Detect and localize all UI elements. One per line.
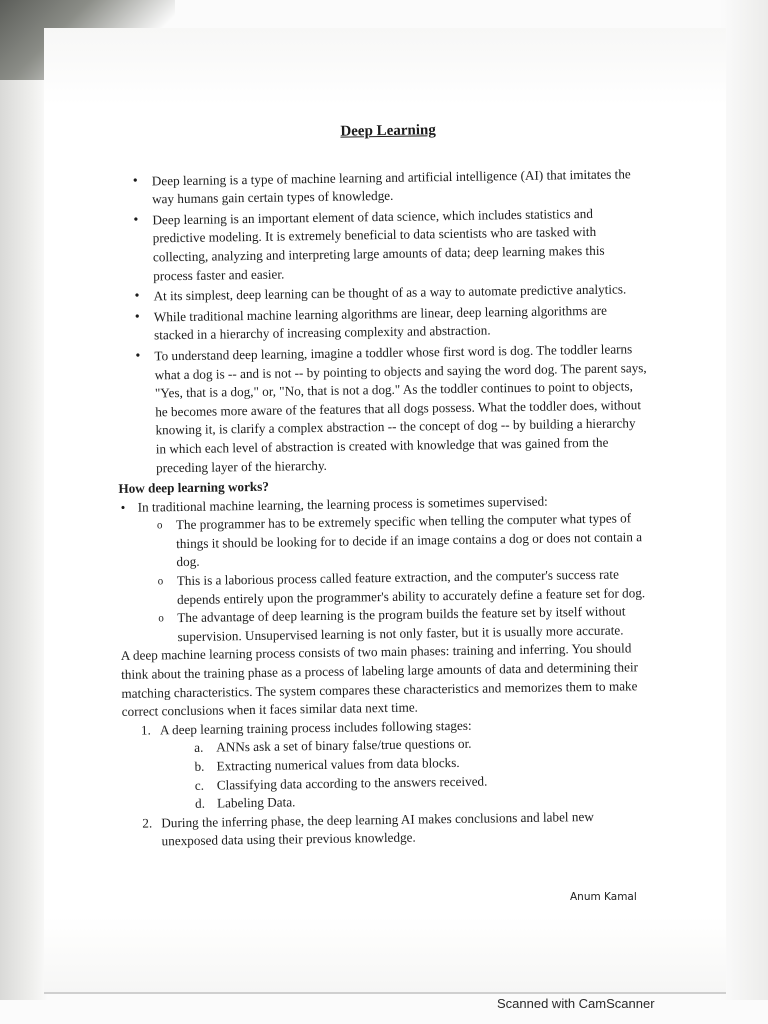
numbered-list xyxy=(122,714,654,852)
page-bottom-edge xyxy=(44,992,726,994)
item-letter: a. xyxy=(194,740,204,756)
bullet-item: • Deep learning is an important element of data science, which includes statistics and predictive modeling. It is extremely beneficial to data scientists who are tasked with collecting, analyzing and interpreting large amounts of data; deep learning makes this process faster and easier. xyxy=(114,204,645,286)
item-text: Classifying data according to the answers received. xyxy=(216,773,488,793)
item-letter: b. xyxy=(194,758,205,774)
item-text: Labeling Data. xyxy=(216,794,296,811)
section-heading: How deep learning works? xyxy=(118,478,270,497)
author-name: Anum Kamal xyxy=(570,891,637,903)
bullet-item: • At its simplest, deep learning can be thought of as a way to automate predictive analytics. xyxy=(115,280,645,306)
sub-bullet-item: o The programmer has to be extremely specific when telling the computer what types of things it should be looking for to decide if an image contains a dog or does not contain a dog. xyxy=(138,509,650,572)
sub-bullet-item: o This is a laborious process called feature extraction, and the computer's success rate depends entirely upon the programmer's ability to accurately define a feature set for dog. xyxy=(139,565,650,610)
intro-bullet-list xyxy=(114,165,648,478)
item-letter: d. xyxy=(194,795,206,812)
camscanner-watermark: Scanned with CamScanner xyxy=(497,996,655,1011)
numbered-item xyxy=(122,714,653,815)
phases-paragraph: A deep machine learning process consists of two main phases: training and inferring. You should think about the training phase as a process of labeling large amounts of data and determining their matching characteristics. The system compares these characteristics and memorizes them to make correct conclusions when it faces similar data next time. xyxy=(120,640,639,720)
sub-bullet-list xyxy=(138,509,651,647)
section-bullet-list xyxy=(119,491,651,648)
item-text: A deep learning training process includes following stages: xyxy=(159,717,472,738)
item-letter: c. xyxy=(194,777,205,793)
bullet-item: • Deep learning is a type of machine learning and artificial intelligence (AI) that imitates the way humans gain certain types of knowledge. xyxy=(114,165,644,210)
document-title: Deep Learning xyxy=(340,122,436,140)
item-text: During the inferring phase, the deep learning AI makes conclusions and label new unexposed data using their previous knowledge. xyxy=(161,808,594,849)
document-body xyxy=(113,118,654,852)
bullet-item xyxy=(119,491,651,648)
bullet-text: In traditional machine learning, the learning process is sometimes supervised: xyxy=(137,493,548,515)
scan-left-edge-shadow xyxy=(0,0,48,1000)
lettered-list xyxy=(160,732,653,814)
scan-right-edge-shadow xyxy=(720,0,768,1000)
item-number: 1. xyxy=(140,722,151,738)
sub-bullet-item: o The advantage of deep learning is the program builds the feature set by itself without supervision. Unsupervised learning is not only faster, but it is usually more accurate. xyxy=(139,602,650,647)
item-text: ANNs ask a set of binary false/true questions or. xyxy=(216,736,472,755)
bullet-item: • While traditional machine learning algorithms are linear, deep learning algorithms are stacked in a hierarchy of increasing complexity and abstraction. xyxy=(116,301,646,346)
numbered-item xyxy=(123,807,653,852)
bullet-item: • To understand deep learning, imagine a toddler whose first word is dog. The toddler learns what a dog is -- and is not -- by pointing to objects and saying the word dog. The parent says, "Yes, that is a dog," or, "No, that is not a dog." As the toddler continues to point to objects, he becomes more aware of the features that all dogs possess. What the toddler does, without knowing it, is clarify a complex abstraction -- the concept of dog -- by building a hierarchy in which each level of abstraction is created with knowledge that was gained from the preceding layer of the hierarchy. xyxy=(116,340,648,478)
item-number: 2. xyxy=(142,815,153,831)
item-text: Extracting numerical values from data blocks. xyxy=(216,754,460,774)
